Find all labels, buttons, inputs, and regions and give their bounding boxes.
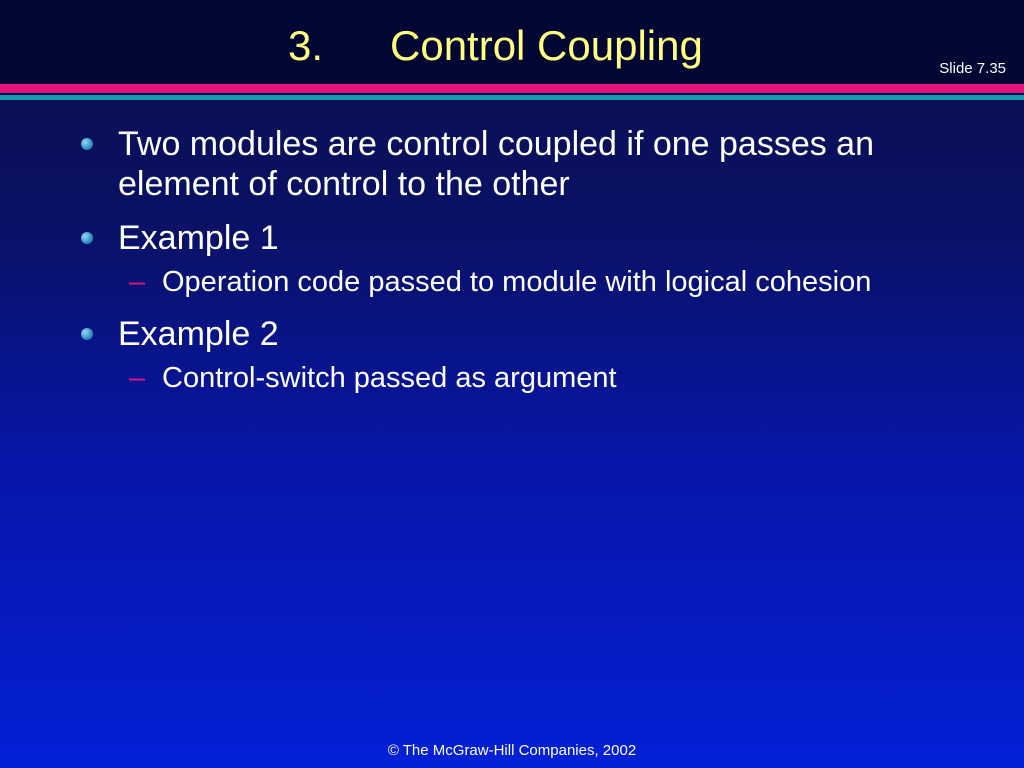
dash-icon: – (129, 362, 146, 394)
sub-bullet-item (129, 360, 922, 396)
round-bullet-icon (81, 138, 93, 150)
title-number: 3. (288, 22, 324, 69)
bullet-text: Example 2 (118, 315, 279, 353)
title-text: Control Coupling (390, 22, 703, 69)
sub-bullet-text: Control-switch passed as argument (162, 362, 617, 394)
bullet-item (118, 124, 968, 204)
slide-content (0, 124, 1024, 410)
bullet-item (118, 218, 968, 258)
bullet-text: Two modules are control coupled if one passes an element of control to the other (118, 125, 875, 203)
sub-bullet-text: Operation code passed to module with logical cohesion (162, 266, 872, 298)
bullet-text: Example 1 (118, 219, 279, 257)
round-bullet-icon (81, 328, 93, 340)
bullet-item (118, 314, 968, 354)
round-bullet-icon (81, 232, 93, 244)
secondary-stripe (0, 95, 1024, 100)
title-bar (0, 0, 1024, 84)
copyright-footer: © The McGraw-Hill Companies, 2002 (387, 742, 637, 759)
sub-bullet-item (129, 264, 922, 300)
dash-icon: – (129, 266, 146, 298)
slide-title (288, 22, 703, 70)
accent-stripe (0, 84, 1024, 93)
slide-number: Slide 7.35 (939, 60, 1006, 77)
